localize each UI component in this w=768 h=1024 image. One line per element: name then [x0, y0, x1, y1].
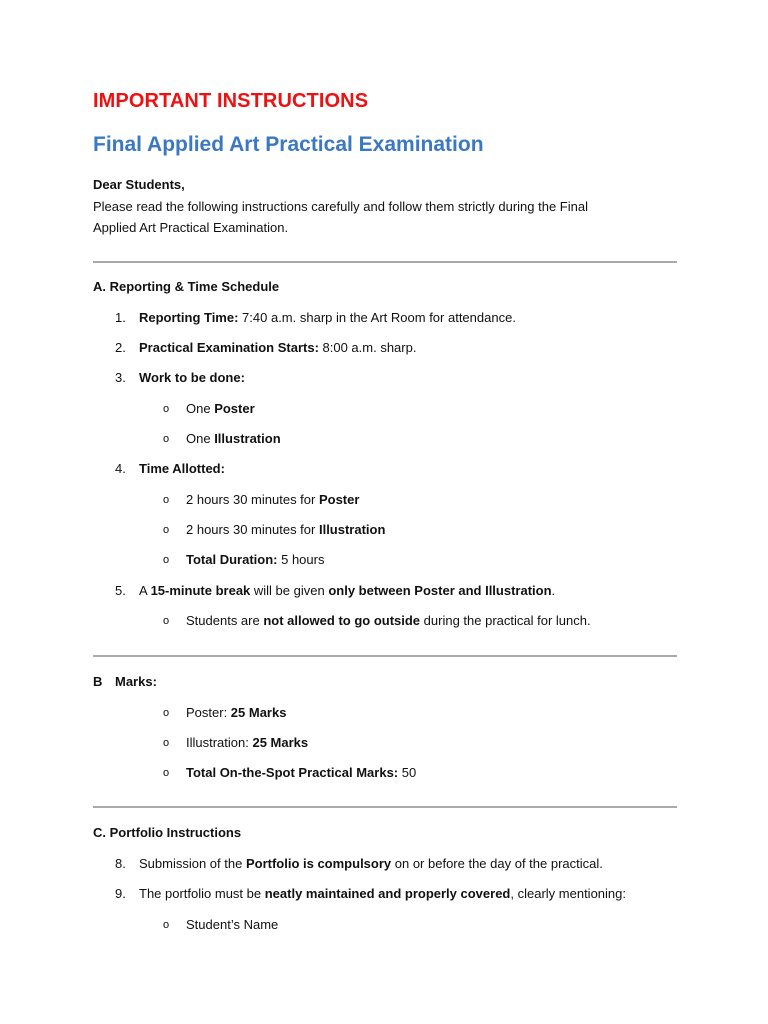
greeting: Dear Students, — [93, 177, 185, 192]
sub-item-bold: not allowed to go outside — [263, 613, 421, 628]
bullet-icon: o — [163, 615, 170, 627]
sub-item-text: 5 hours — [277, 552, 325, 567]
bullet-icon: o — [163, 767, 170, 779]
item-text: 7:40 a.m. sharp in the Art Room for attendance. — [238, 310, 516, 325]
section-c-heading: C. Portfolio Instructions — [93, 825, 242, 840]
sub-item-bold: Poster — [318, 492, 360, 507]
sub-item-text: Illustration: — [186, 735, 253, 750]
item-number: 1. — [115, 310, 126, 325]
sub-item-text: Students are — [186, 613, 264, 628]
bullet-icon: o — [163, 919, 170, 931]
item-label: Work to be done: — [139, 370, 245, 385]
sub-item-bold: Illustration — [214, 431, 281, 446]
sub-item-bold: Total Duration: — [186, 552, 278, 567]
bullet-icon: o — [163, 433, 170, 445]
bullet-icon: o — [163, 524, 170, 536]
sub-item-bold: Illustration — [318, 522, 386, 537]
item-number: 5. — [115, 583, 126, 598]
divider — [93, 806, 677, 808]
item-bold: 15-minute break — [150, 583, 251, 598]
item-label: Reporting Time: — [139, 310, 239, 325]
item-text: on or before the day of the practical. — [391, 856, 603, 871]
sub-item-text: One — [186, 431, 215, 446]
item-number: 3. — [115, 370, 126, 385]
sub-item-text: Poster: — [186, 705, 231, 720]
sub-item-text: One — [186, 401, 215, 416]
item-bold: neatly maintained and properly covered — [264, 886, 511, 901]
item-label: Practical Examination Starts: — [139, 340, 319, 355]
sub-item-bold: 25 Marks — [252, 735, 309, 750]
intro-line-1: Please read the following instructions carefully and follow them strictly during the Final — [93, 199, 588, 214]
item-text: The portfolio must be — [139, 886, 265, 901]
sub-item-text: Student’s Name — [186, 917, 279, 932]
item-text: , clearly mentioning: — [510, 886, 626, 901]
item-text: . — [551, 583, 556, 598]
bullet-icon: o — [163, 737, 170, 749]
section-b-title: Marks: — [115, 674, 157, 689]
section-b-heading — [93, 674, 157, 689]
sub-item-bold: Total On-the-Spot Practical Marks: — [186, 765, 399, 780]
item-number: 4. — [115, 461, 126, 476]
item-number: 9. — [115, 886, 126, 901]
item-label: Time Allotted: — [139, 461, 225, 476]
item-text: A — [139, 583, 151, 598]
bullet-icon: o — [163, 494, 170, 506]
item-number: 2. — [115, 340, 126, 355]
divider — [93, 655, 677, 657]
bullet-icon: o — [163, 707, 170, 719]
bullet-icon: o — [163, 554, 170, 566]
item-bold: only between Poster and Illustration — [328, 583, 552, 598]
item-text: 8:00 a.m. sharp. — [318, 340, 417, 355]
sub-item-bold: Poster — [214, 401, 255, 416]
section-b-label: B — [93, 674, 103, 689]
page-title: IMPORTANT INSTRUCTIONS — [93, 90, 369, 112]
intro-paragraph — [93, 196, 653, 238]
sub-item-text: 50 — [398, 765, 417, 780]
item-text: Submission of the — [139, 856, 246, 871]
section-a-heading: A. Reporting & Time Schedule — [93, 279, 280, 294]
sub-item-bold: 25 Marks — [230, 705, 287, 720]
page-subtitle: Final Applied Art Practical Examination — [93, 133, 484, 156]
sub-item-text: 2 hours 30 minutes for — [186, 492, 319, 507]
item-text: will be given — [250, 583, 329, 598]
intro-line-2: Applied Art Practical Examination. — [93, 220, 289, 235]
sub-item-text: during the practical for lunch. — [420, 613, 591, 628]
divider — [93, 261, 677, 263]
item-bold: Portfolio is compulsory — [245, 856, 392, 871]
sub-item-text: 2 hours 30 minutes for — [186, 522, 319, 537]
bullet-icon: o — [163, 403, 170, 415]
item-number: 8. — [115, 856, 126, 871]
